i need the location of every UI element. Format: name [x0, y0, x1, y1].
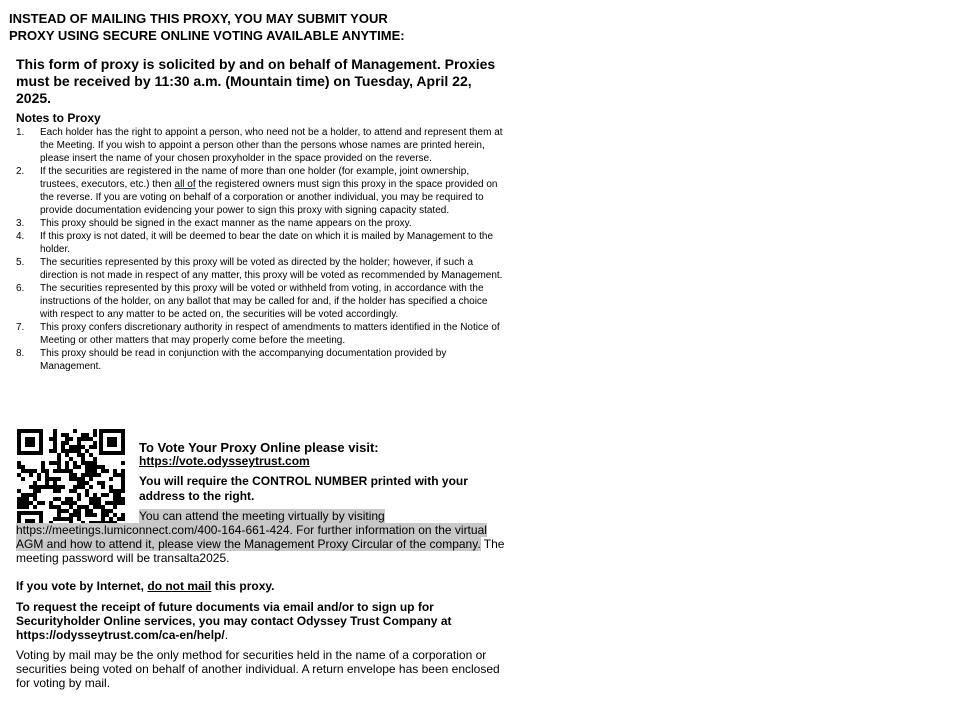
- note-number: 6.: [16, 283, 25, 294]
- header-line-2: PROXY USING SECURE ONLINE VOTING AVAILABLE ANYTIME:: [9, 28, 405, 43]
- note-item: [16, 256, 506, 282]
- note-number: 7.: [16, 322, 25, 333]
- note-text: The securities represented by this proxy will be voted or withheld from voting, in accordance with the instructions of the holder, on any ballot that may be called for and, if the holder has specified a choice with respect to any matter to be acted on, the securities will be voted accordingly.: [40, 283, 488, 320]
- do-not-mail-emphasis: do not mail: [147, 579, 212, 593]
- vote-online-link[interactable]: https://vote.odysseytrust.com: [139, 454, 310, 468]
- note-item: [16, 217, 506, 230]
- note-item: [16, 321, 506, 347]
- control-number-note: You will require the CONTROL NUMBER printed with your address to the right.: [139, 474, 468, 503]
- vote-online-title: To Vote Your Proxy Online please visit:: [139, 440, 379, 455]
- note-item: [16, 126, 506, 165]
- notes-list: [16, 126, 506, 373]
- virtual-meeting-highlight: You can attend the meeting virtually by visiting https://meetings.lumiconnect.com/400-164-661-424. For further information on the virtual AGM and how to attend it, please view the Management Proxy Circular of the company.: [16, 509, 487, 551]
- note-text: The securities represented by this proxy will be voted as directed by the holder; however, if such a direction is not made in respect of any matter, this proxy will be voted as recommended by Management.: [40, 257, 503, 281]
- note-item: [16, 347, 506, 373]
- note-emphasis: all of: [174, 179, 196, 190]
- internet-text: this proxy.: [211, 579, 275, 593]
- note-text: Each holder has the right to appoint a person, who need not be a holder, to attend and represent them at the Meeting. If you wish to appoint a person other than the persons whose names are printed herein, please insert the name of your chosen proxyholder in the space provided on the reverse.: [40, 127, 503, 164]
- notes-title: Notes to Proxy: [16, 111, 101, 125]
- note-item: [16, 165, 506, 217]
- request-text: To request the receipt of future documents via email and/or to sign up for Securityholder Online services, you may contact Odyssey Trust Company at https://odysseytrust.com/ca-en/help/: [16, 600, 452, 642]
- request-tail: .: [224, 628, 229, 642]
- note-number: 4.: [16, 231, 25, 242]
- internet-text: If you vote by Internet,: [16, 579, 148, 593]
- note-item: [16, 282, 506, 321]
- virtual-meeting-info: [16, 509, 506, 565]
- note-number: 2.: [16, 166, 25, 177]
- solicitation-statement: This form of proxy is solicited by and on behalf of Management. Proxies must be received by 11:30 a.m. (Mountain time) on Tuesday, April 22, 2025.: [16, 56, 496, 106]
- note-text: If this proxy is not dated, it will be deemed to bear the date on which it is mailed by Management to the holder.: [40, 231, 494, 255]
- meeting-password-text: The meeting password will be transalta2025.: [16, 537, 505, 565]
- note-text: This proxy should be signed in the exact manner as the name appears on the proxy.: [40, 218, 412, 229]
- header-line-1: INSTEAD OF MAILING THIS PROXY, YOU MAY SUBMIT YOUR: [9, 11, 388, 26]
- note-number: 3.: [16, 218, 25, 229]
- mail-voting-info: Voting by mail may be the only method for securities held in the name of a corporation or securities being voted on behalf of another individual. A return envelope has been enclosed for voting by mail.: [16, 648, 500, 690]
- note-item: [16, 230, 506, 256]
- note-text: This proxy should be read in conjunction with the accompanying documentation provided by Management.: [40, 348, 447, 372]
- note-number: 8.: [16, 348, 25, 359]
- request-documents-info: [16, 600, 506, 642]
- note-text: If the securities are registered in the name of more than one holder (for example, joint ownership, trustees, executors, etc.) then: [40, 166, 470, 190]
- note-number: 5.: [16, 257, 25, 268]
- online-voting-header: [9, 10, 479, 44]
- note-number: 1.: [16, 127, 25, 138]
- note-text: This proxy confers discretionary authority in respect of amendments to matters identified in the Notice of Meeting or other matters that may properly come before the meeting.: [40, 322, 500, 346]
- internet-vote-warning: [16, 579, 274, 593]
- note-text: the registered owners must sign this proxy in the space provided on the reverse. If you are voting on behalf of a corporation or another individual, you may be required to provide documentation evidencing your power to sign this proxy with signing capacity stated.: [40, 179, 498, 216]
